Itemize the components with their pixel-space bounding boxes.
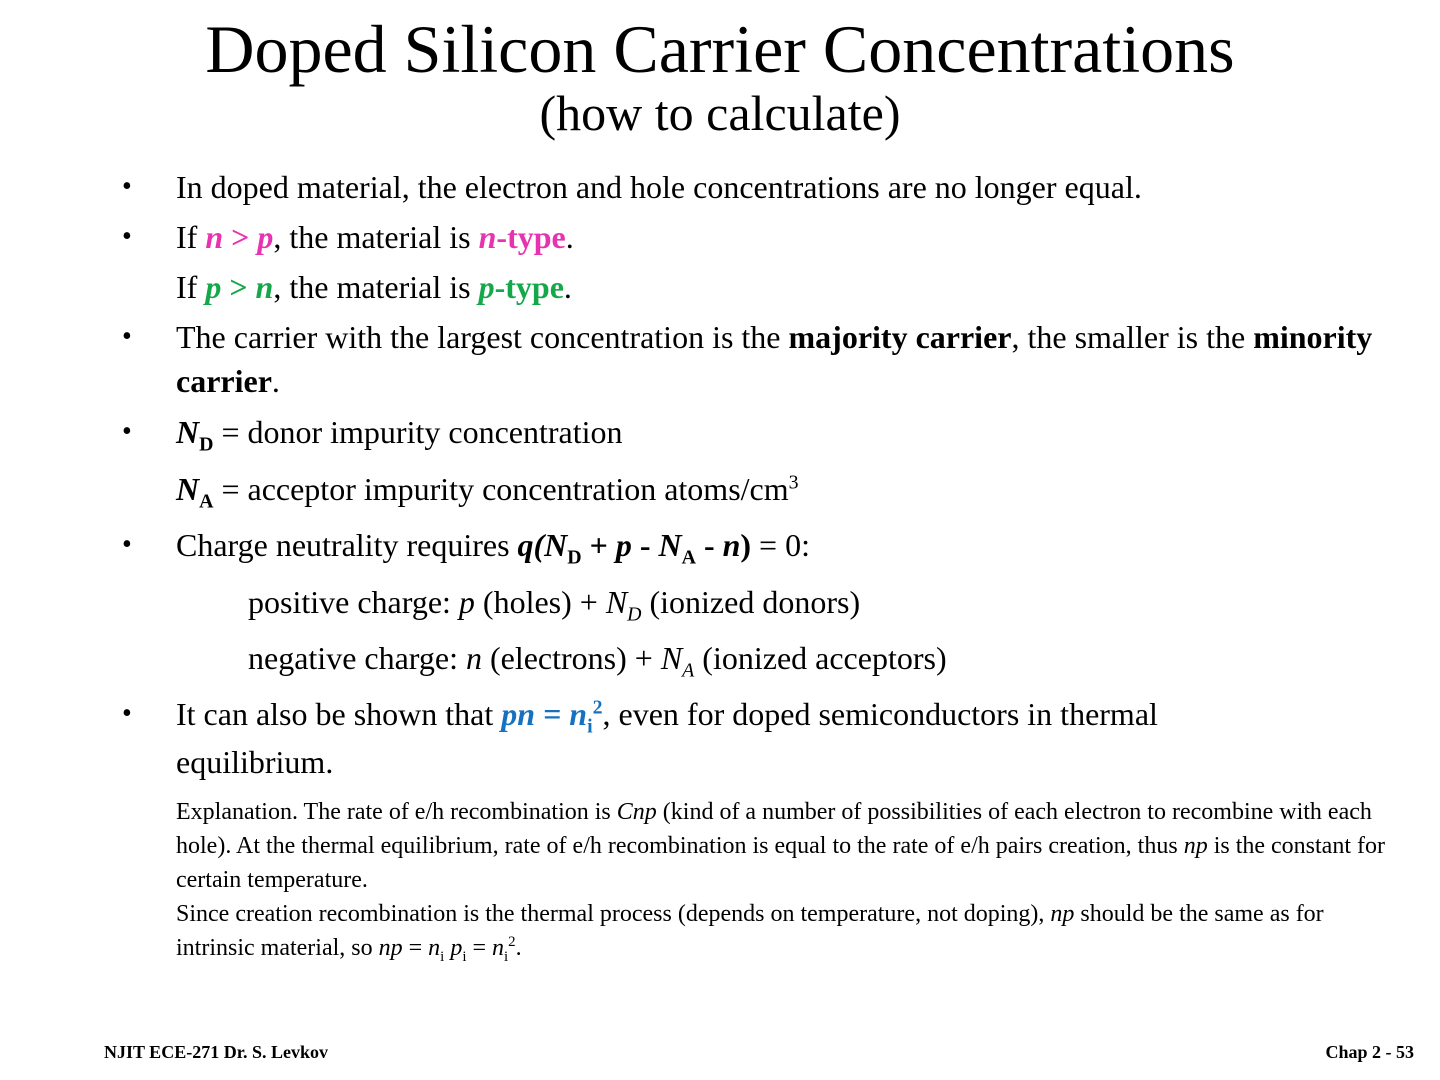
text: .: [563, 269, 572, 305]
symbol-N: N: [176, 414, 200, 450]
text: Since creation recombination is the thermal process (depends on temperature, not doping),: [176, 901, 1051, 927]
text: If: [176, 269, 206, 305]
text: Explanation. The rate of e/h recombination is: [176, 799, 617, 825]
type-letter: n: [478, 219, 497, 255]
term-minority: minority carrier: [176, 319, 1373, 399]
symbol-p: p: [458, 584, 475, 620]
superscript: 2: [592, 696, 603, 719]
type-letter: p: [478, 269, 495, 305]
term-np: np: [1183, 833, 1208, 859]
symbol-p: p: [615, 527, 632, 563]
paren-close: ): [740, 527, 752, 563]
text: =: [402, 935, 429, 961]
bullet-marker: •: [122, 171, 132, 202]
footer-page-number: Chap 2 - 53: [1325, 1042, 1414, 1062]
symbol-p: p: [257, 219, 274, 255]
subscript: i: [504, 948, 509, 965]
bullet-majority-carrier: [176, 315, 1376, 403]
slide-subtitle: (how to calculate): [539, 85, 901, 141]
bullet-marker: •: [122, 529, 132, 560]
subscript: D: [199, 433, 214, 456]
line-negative-charge: [248, 636, 947, 680]
symbol-N: N: [660, 640, 683, 676]
text: Charge neutrality requires: [176, 527, 518, 563]
term-cnp: Cnp: [616, 799, 657, 825]
text: , the material is: [273, 269, 479, 305]
subscript: i: [440, 948, 445, 965]
text: .: [515, 935, 522, 961]
term-np: np: [1050, 901, 1075, 927]
subscript: A: [199, 490, 214, 513]
explanation-paragraph: [176, 795, 1386, 965]
symbol-N: N: [658, 527, 682, 563]
symbol-N: N: [176, 471, 200, 507]
bullet-marker: •: [122, 321, 132, 352]
text: It can also be shown that: [176, 696, 502, 732]
symbol-n: n: [722, 527, 741, 563]
line-p-type: [176, 265, 572, 309]
text: = acceptor impurity concentration atoms/cm: [213, 471, 789, 507]
equation-pn: pn = n: [501, 696, 588, 732]
op-minus: -: [631, 527, 659, 563]
symbol-gt: >: [223, 219, 258, 255]
line-positive-charge: [248, 580, 860, 624]
text: = donor impurity concentration: [213, 414, 623, 450]
term-n: n: [428, 935, 441, 961]
subscript: A: [681, 546, 696, 569]
text: (ionized acceptors): [694, 640, 947, 676]
symbol-gt: >: [221, 269, 256, 305]
term-majority: majority carrier: [788, 319, 1012, 355]
text: , the smaller is the: [1011, 319, 1254, 355]
bullet-mass-action-law: [176, 692, 1158, 736]
term-n: n: [492, 935, 504, 961]
text: (kind of a number of possibilities of each electron to recombine with each hole). At the thermal equilibrium, rate of e/h recombination is equal to the rate of e/h pairs creation, thus: [176, 799, 1372, 859]
text: (holes) +: [474, 584, 606, 620]
symbol-N: N: [605, 584, 628, 620]
symbol-n: n: [205, 219, 224, 255]
text: .: [271, 363, 280, 399]
line-acceptor-concentration: [176, 467, 799, 511]
subscript: A: [682, 659, 695, 682]
text: (ionized donors): [641, 584, 861, 620]
text: (electrons) +: [481, 640, 661, 676]
bullet-doped-material: In doped material, the electron and hole concentrations are no longer equal.: [176, 169, 1142, 205]
text: should be the same as for intrinsic material, so: [176, 901, 1324, 961]
bullet-marker: •: [122, 416, 132, 447]
symbol-q: q(: [517, 527, 545, 563]
symbol-p: p: [205, 269, 222, 305]
text: .: [565, 219, 574, 255]
text: If: [176, 219, 206, 255]
bullet-donor-concentration: [176, 410, 623, 454]
superscript: 3: [788, 471, 799, 494]
bullet-n-type: [176, 215, 574, 259]
text: =: [466, 935, 492, 961]
subscript: i: [462, 948, 467, 965]
op-plus: +: [581, 527, 616, 563]
subscript: D: [627, 603, 642, 626]
text: , even for doped semiconductors in thermal: [602, 696, 1158, 732]
footer-course: NJIT ECE-271 Dr. S. Levkov: [104, 1042, 329, 1062]
subscript: i: [587, 715, 593, 738]
bullet-charge-neutrality: [176, 523, 810, 567]
term-p: p: [450, 935, 463, 961]
subscript: D: [567, 546, 582, 569]
text: positive charge:: [248, 584, 459, 620]
symbol-n: n: [465, 640, 482, 676]
text: = 0:: [751, 527, 810, 563]
symbol-N: N: [544, 527, 568, 563]
bullet-marker: •: [122, 221, 132, 252]
type-word: -type: [496, 219, 566, 255]
term-np: np: [378, 935, 403, 961]
type-word: -type: [494, 269, 564, 305]
line-equilibrium: equilibrium.: [176, 744, 334, 780]
text: is the constant for certain temperature.: [176, 833, 1385, 893]
slide-title: Doped Silicon Carrier Concentrations: [205, 11, 1235, 87]
op-minus: -: [695, 527, 723, 563]
symbol-n: n: [255, 269, 274, 305]
text: The carrier with the largest concentration is the: [176, 319, 789, 355]
text: , the material is: [273, 219, 479, 255]
text: negative charge:: [248, 640, 466, 676]
superscript: 2: [508, 934, 516, 950]
bullet-marker: •: [122, 698, 132, 729]
